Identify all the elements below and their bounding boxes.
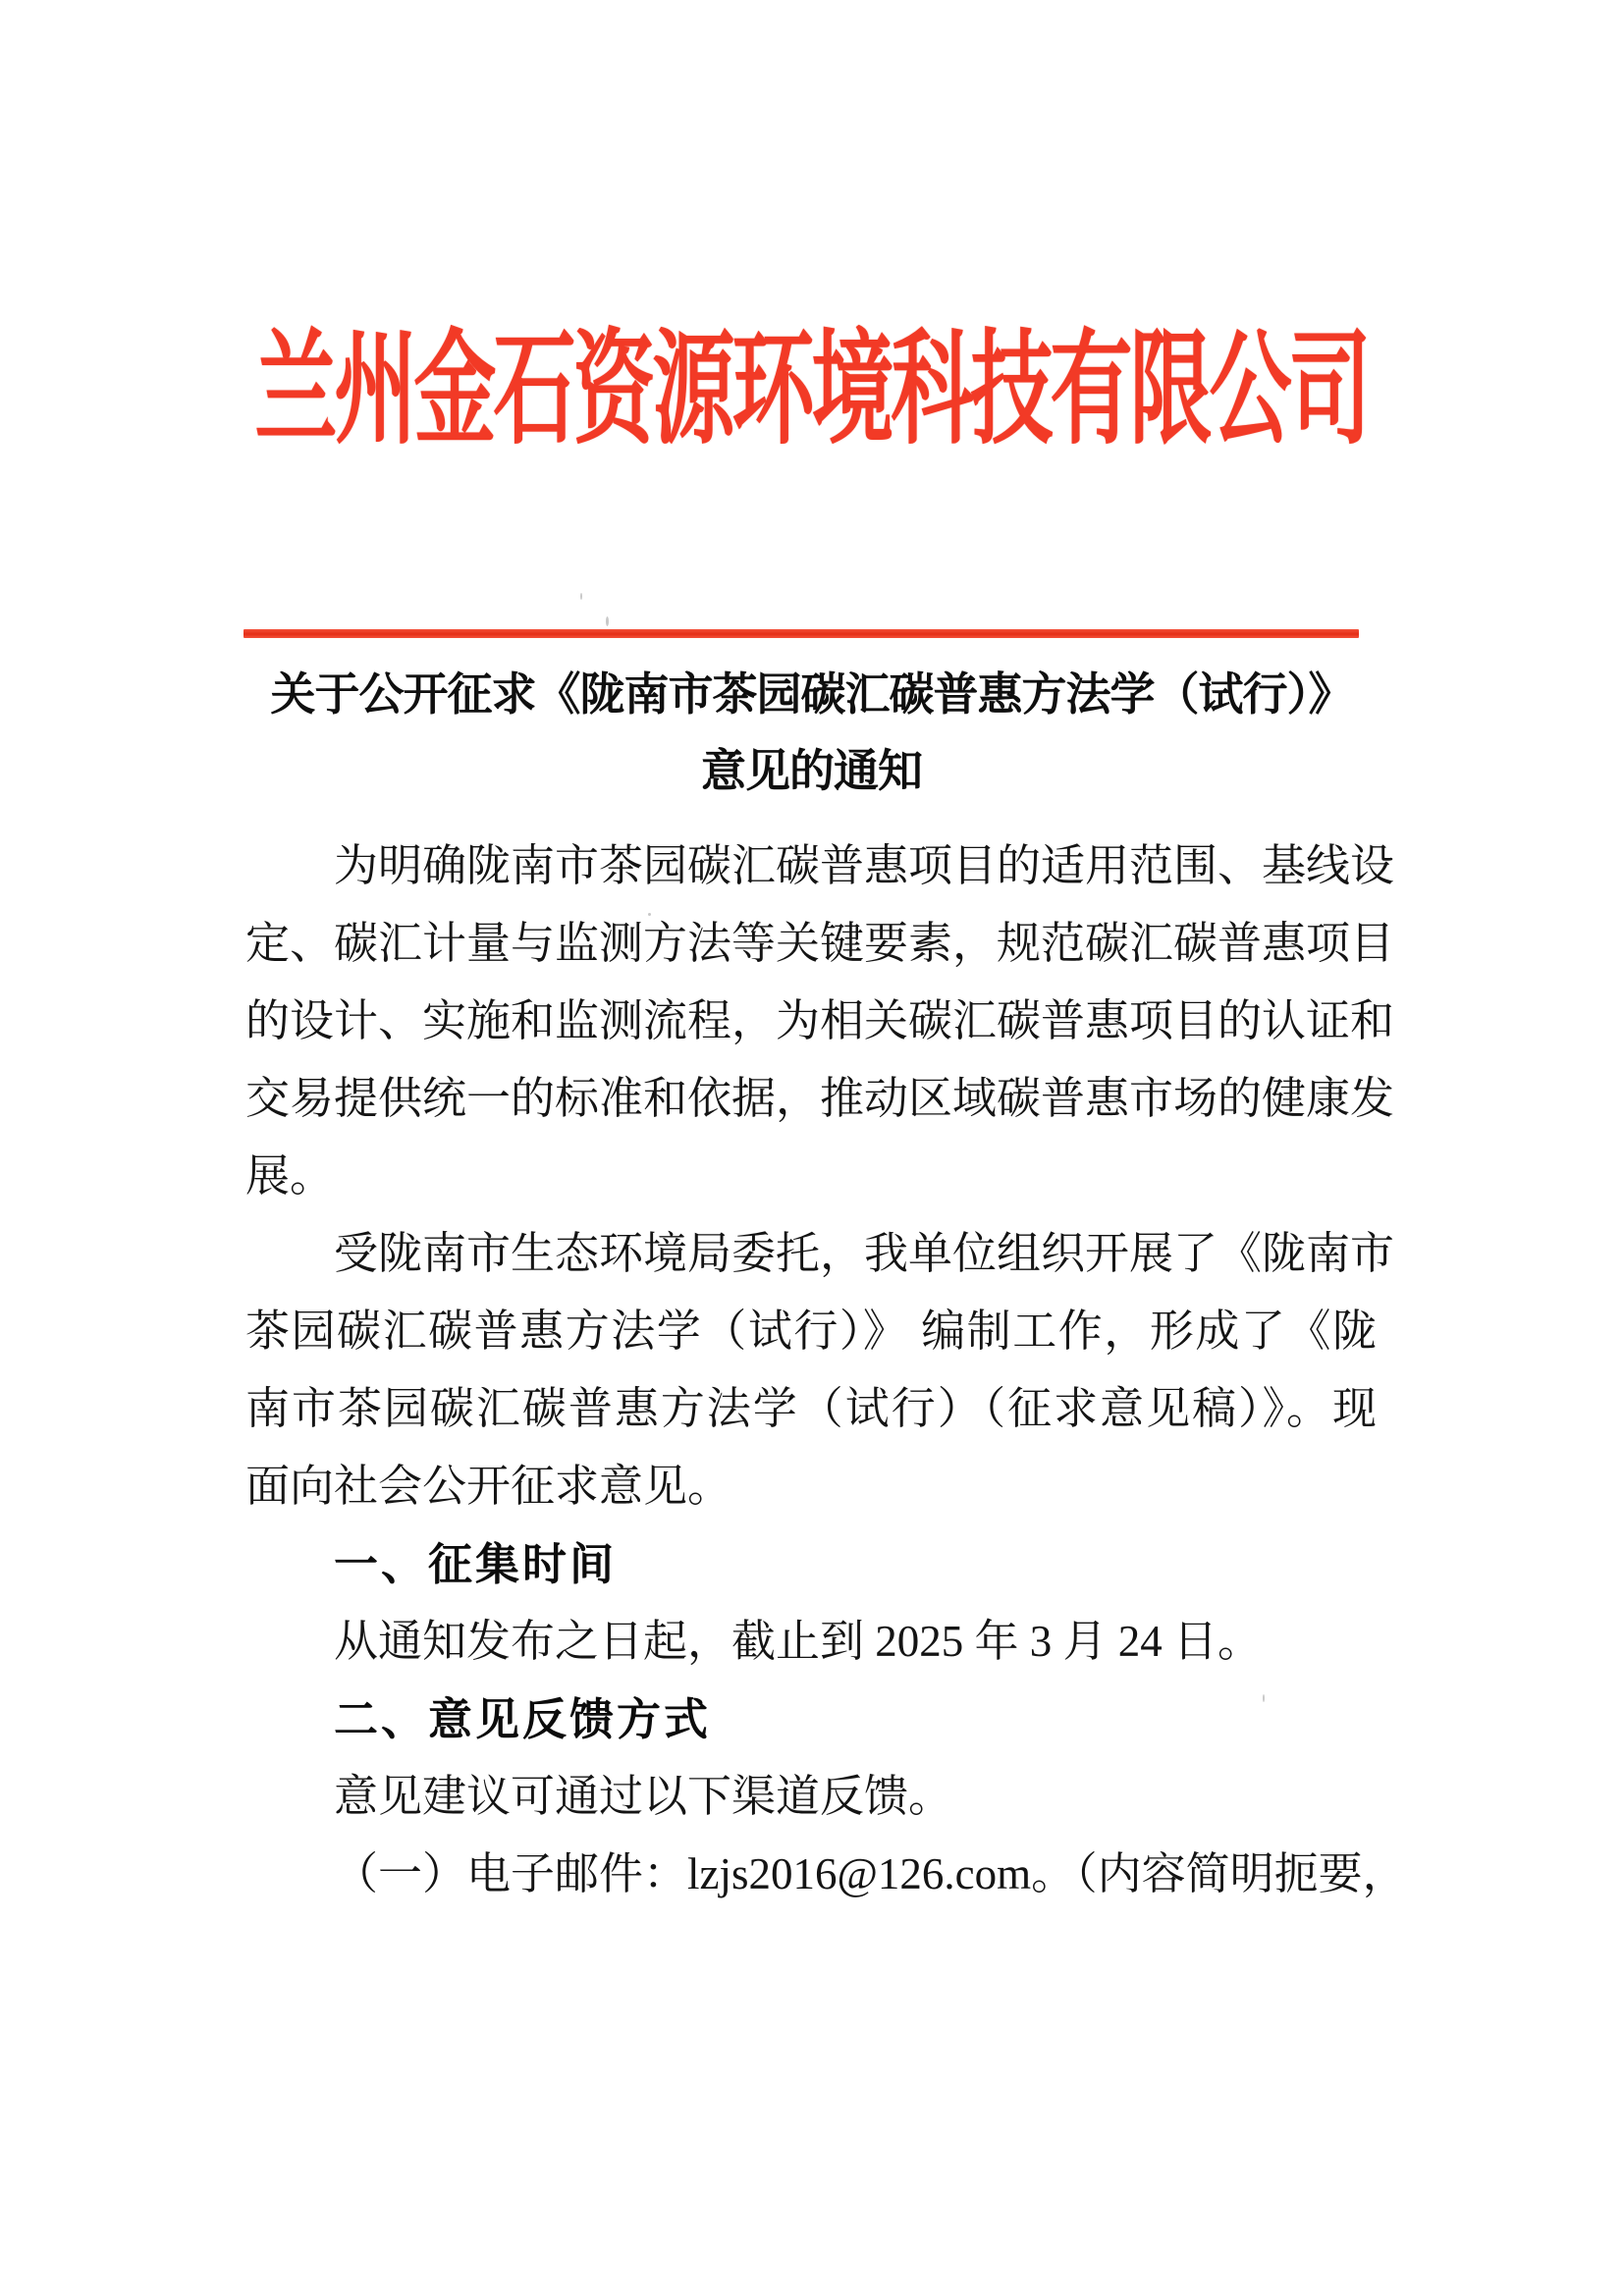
notice-body	[245, 828, 1407, 1913]
para2-line1: 受陇南市生态环境局委托，我单位组织开展了《陇南市	[334, 1229, 1395, 1278]
notice-title	[118, 657, 1505, 810]
para1-line1: 为明确陇南市茶园碳汇碳普惠项目的适用范围、基线设	[334, 841, 1395, 890]
company-letterhead: 兰州金石资源环境科技有限公司	[254, 323, 1369, 460]
scan-speck	[1263, 1694, 1265, 1702]
notice-title-line-2: 意见的通知	[701, 746, 922, 796]
para1-line5: 展。	[245, 1151, 335, 1201]
feedback-intro-line: 意见建议可通过以下渠道反馈。	[334, 1772, 953, 1821]
scan-speck	[606, 616, 609, 626]
section-2-heading: 二、意见反馈方式	[334, 1694, 712, 1744]
para2-line3: 南市茶园碳汇碳普惠方法学（试行）（征求意见稿）》。现	[245, 1384, 1377, 1433]
scan-speck	[580, 593, 582, 600]
email-contact-line: （一）电子邮件：lzjs2016@126.com。（内容简明扼要，	[334, 1849, 1407, 1898]
deadline-line: 从通知发布之日起，截止到 2025 年 3 月 24 日。	[334, 1617, 1263, 1666]
para1-line3: 的设计、实施和监测流程，为相关碳汇碳普惠项目的认证和	[245, 996, 1395, 1045]
para1-line4: 交易提供统一的标准和依据，推动区域碳普惠市场的健康发	[245, 1074, 1395, 1123]
scan-speck	[648, 913, 651, 916]
para2-line2: 茶园碳汇碳普惠方法学（试行）》 编制工作，形成了《陇	[245, 1307, 1377, 1356]
section-1-heading: 一、征集时间	[334, 1539, 618, 1589]
para1-line2: 定、碳汇计量与监测方法等关键要素，规范碳汇碳普惠项目	[245, 919, 1395, 968]
letterhead-divider-rule	[243, 629, 1359, 638]
notice-title-line-1: 关于公开征求《陇南市茶园碳汇碳普惠方法学（试行）》	[270, 669, 1353, 720]
para2-line4: 面向社会公开征求意见。	[245, 1462, 732, 1511]
